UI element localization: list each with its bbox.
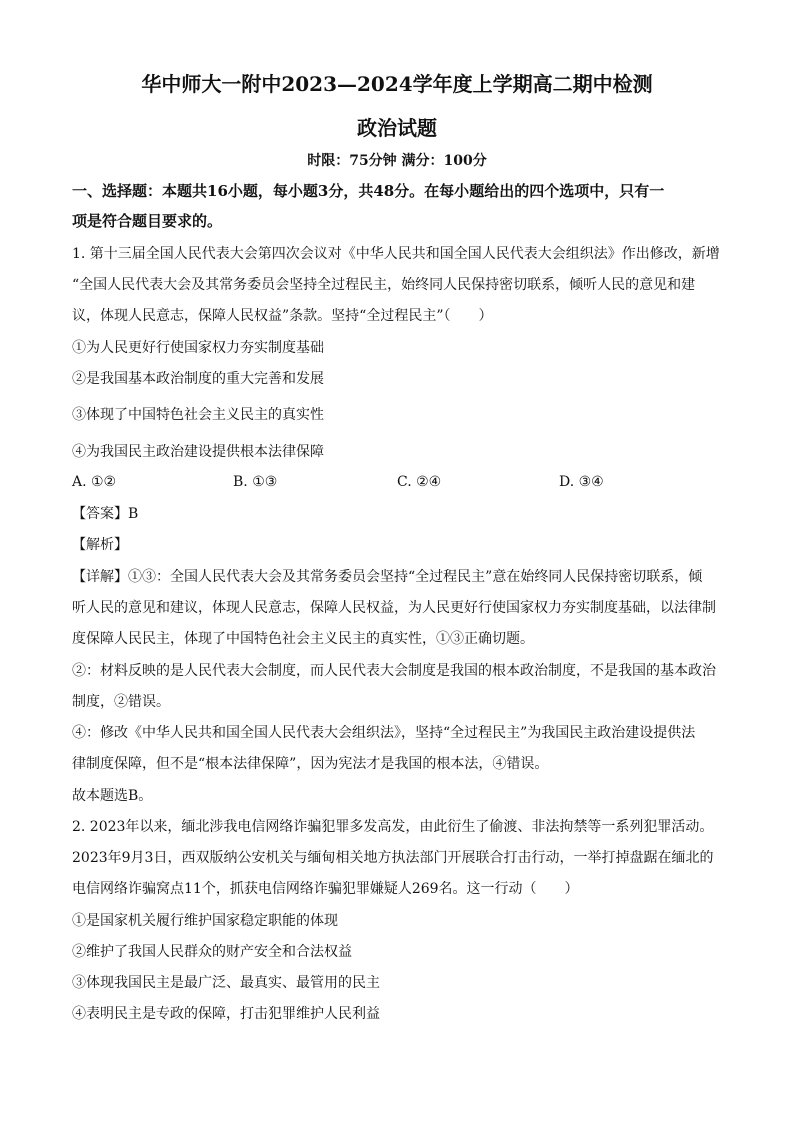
- exam-title: 华中师大一附中2023—2024学年度上学期高二期中检测: [141, 72, 653, 96]
- q1-item: ③体现了中国特色社会主义民主的真实性: [72, 407, 324, 423]
- q1-detail-line: ④：修改《中华人民共和国全国人民代表大会组织法》，坚持“全过程民主”为我国民主政治建设提供法: [72, 725, 696, 741]
- q1-stem-line: “全国人民代表大会及其常务委员会坚持全过程民主，始终同人民保持密切联系，倾听人民的意见和建: [72, 277, 696, 293]
- q1-detail-line: ②：材料反映的是人民代表大会制度，而人民代表大会制度是我国的根本政治制度，不是我国的基本政治: [72, 663, 716, 679]
- q1-detail-line: 听人民的意见和建议，体现人民意志，保障人民权益，为人民更好行使国家权力夯实制度基础，以法律制: [72, 600, 716, 616]
- q1-item: ④为我国民主政治建设提供根本法律保障: [72, 444, 324, 460]
- q1-option-d: D. ③④: [559, 474, 604, 490]
- q1-answer: 【答案】B: [72, 506, 139, 522]
- q1-option-b: B. ①③: [233, 474, 278, 490]
- q1-option-c: C. ②④: [397, 474, 442, 490]
- exam-subject: 政治试题: [357, 116, 437, 140]
- q2-stem-line: 电信网络诈骗窝点11个，抓获电信网络诈骗犯罪嫌疑人269名。这一行动（ ）: [72, 881, 579, 897]
- q1-detail-line: 【详解】①③：全国人民代表大会及其常务委员会坚持“全过程民主”意在始终同人民保持密切联系，倾: [72, 569, 703, 585]
- q1-analysis-label: 【解析】: [72, 537, 128, 553]
- q1-detail-line: 故本题选B。: [72, 788, 153, 804]
- q2-item: ③体现我国民主是最广泛、最真实、最管用的民主: [72, 975, 380, 991]
- section-heading-line-2: 项是符合题目要求的。: [72, 212, 223, 230]
- q1-item: ②是我国基本政治制度的重大完善和发展: [72, 371, 324, 387]
- section-heading-line-1: 一、选择题：本题共16小题，每小题3分，共48分。在每小题给出的四个选项中，只有一: [72, 182, 665, 200]
- q2-stem-line: 2023年9月3日，西双版纳公安机关与缅甸相关地方执法部门开展联合打击行动，一举打掉盘踞在缅北的: [72, 850, 714, 866]
- q1-detail-line: 度保障人民民主，体现了中国特色社会主义民主的真实性，①③正确切题。: [72, 631, 534, 647]
- q1-item: ①为人民更好行使国家权力夯实制度基础: [72, 340, 324, 356]
- q2-item: ②维护了我国人民群众的财产安全和合法权益: [72, 944, 352, 960]
- exam-meta: 时限：75分钟 满分：100分: [307, 153, 487, 169]
- q1-stem-line: 议，体现人民意志，保障人民权益”条款。坚持“全过程民主”（ ）: [72, 308, 493, 324]
- q2-item: ①是国家机关履行维护国家稳定职能的体现: [72, 913, 338, 929]
- q1-detail-line: 制度，②错误。: [72, 694, 170, 710]
- q1-option-a: A. ①②: [72, 474, 117, 490]
- q1-detail-line: 律制度保障，但不是“根本法律保障”，因为宪法才是我国的根本法，④错误。: [72, 756, 549, 772]
- q2-stem-line: 2. 2023年以来，缅北涉我电信网络诈骗犯罪多发高发，由此衍生了偷渡、非法拘禁等一系列犯罪活动。: [72, 819, 714, 835]
- q2-item: ④表明民主是专政的保障，打击犯罪维护人民利益: [72, 1006, 380, 1022]
- q1-stem-line: 1. 第十三届全国人民代表大会第四次会议对《中华人民共和国全国人民代表大会组织法》作出修改，新增: [72, 246, 720, 262]
